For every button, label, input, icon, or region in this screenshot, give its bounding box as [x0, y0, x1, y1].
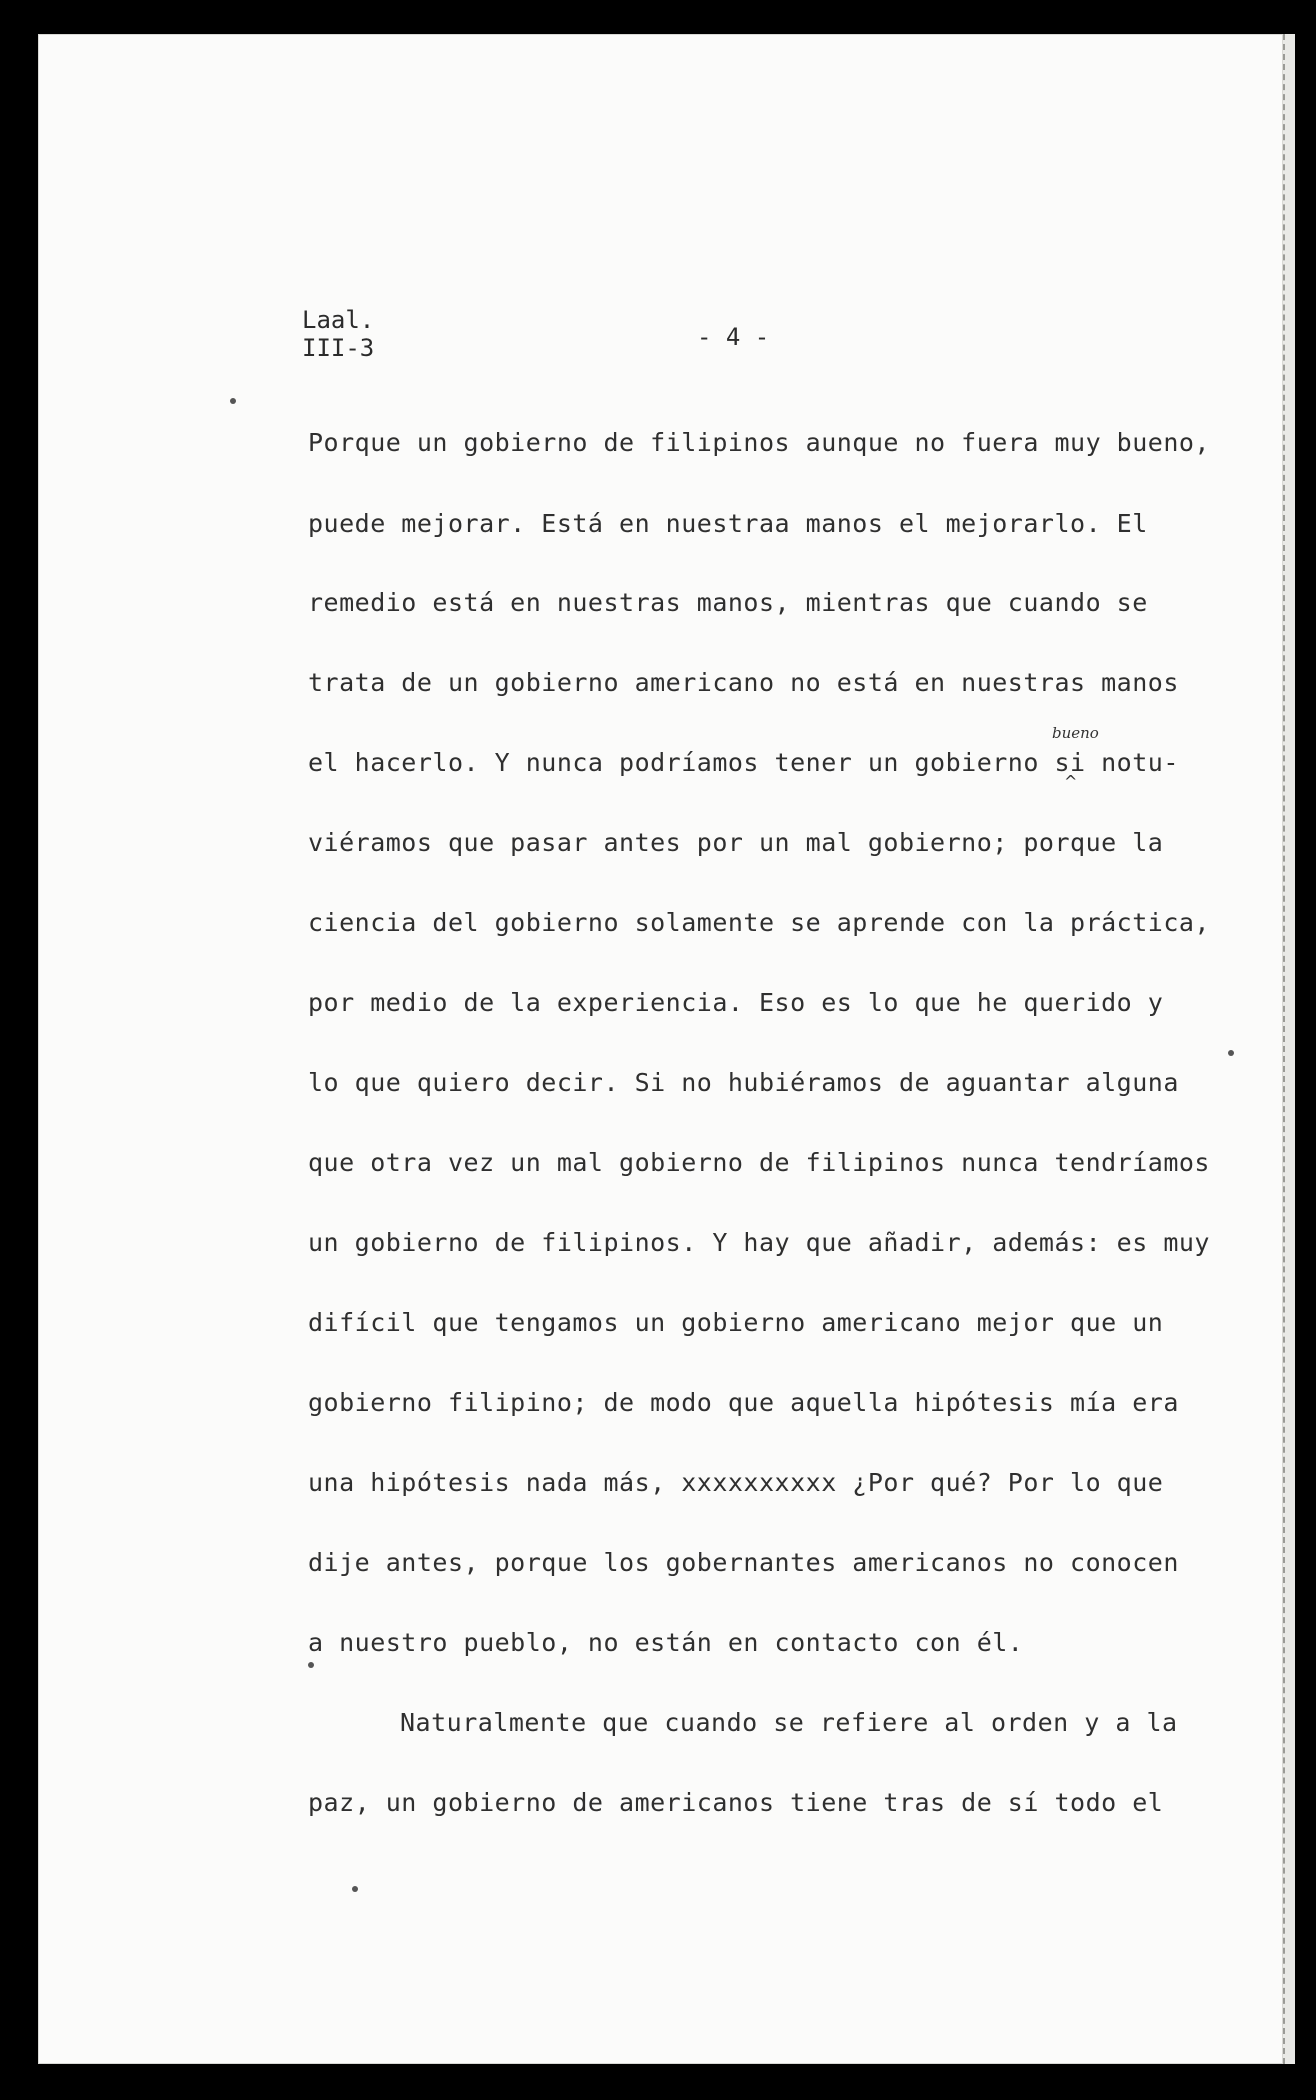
text-line: un gobierno de filipinos. Y hay que añadir, además: es muy	[308, 1228, 1210, 1257]
text-line: una hipótesis nada más, xxxxxxxxxx ¿Por qué? Por lo que	[308, 1468, 1164, 1497]
text-line: que otra vez un mal gobierno de filipinos nunca tendríamos	[308, 1148, 1210, 1177]
page-edge	[1283, 34, 1295, 2064]
page-number: - 4 -	[697, 323, 770, 351]
reference-line-2: III-3	[302, 334, 375, 362]
ink-speck	[308, 1662, 314, 1668]
insertion-caret: ^	[1064, 772, 1078, 791]
text-line: paz, un gobierno de americanos tiene tras de sí todo el	[308, 1788, 1164, 1817]
text-line: dije antes, porque los gobernantes americanos no conocen	[308, 1548, 1179, 1577]
text-line: ciencia del gobierno solamente se aprende con la práctica,	[308, 908, 1210, 937]
text-line: remedio está en nuestras manos, mientras que cuando se	[308, 588, 1148, 617]
handwritten-insertion: bueno	[1052, 724, 1099, 742]
reference-header	[302, 306, 374, 362]
text-line: difícil que tengamos un gobierno americano mejor que un	[308, 1308, 1164, 1337]
text-line: viéramos que pasar antes por un mal gobierno; porque la	[308, 828, 1164, 857]
text-line: Porque un gobierno de filipinos aunque no fuera muy bueno,	[308, 428, 1210, 457]
text-line: el hacerlo. Y nunca podríamos tener un gobierno si notu-	[308, 748, 1179, 777]
paragraph-start-line: Naturalmente que cuando se refiere al orden y a la	[400, 1708, 1178, 1737]
text-line: gobierno filipino; de modo que aquella hipótesis mía era	[308, 1388, 1179, 1417]
text-line: puede mejorar. Está en nuestraa manos el mejorarlo. El	[308, 509, 1148, 538]
text-line: trata de un gobierno americano no está en nuestras manos	[308, 668, 1179, 697]
reference-line-1: Laal.	[302, 306, 375, 334]
ink-speck	[352, 1886, 358, 1892]
text-line: a nuestro pueblo, no están en contacto con él.	[308, 1628, 1024, 1657]
text-line: lo que quiero decir. Si no hubiéramos de aguantar alguna	[308, 1068, 1179, 1097]
ink-speck	[1228, 1050, 1234, 1056]
text-line: por medio de la experiencia. Eso es lo que he querido y	[308, 988, 1164, 1017]
ink-speck	[230, 398, 236, 404]
document-page	[38, 34, 1283, 2064]
